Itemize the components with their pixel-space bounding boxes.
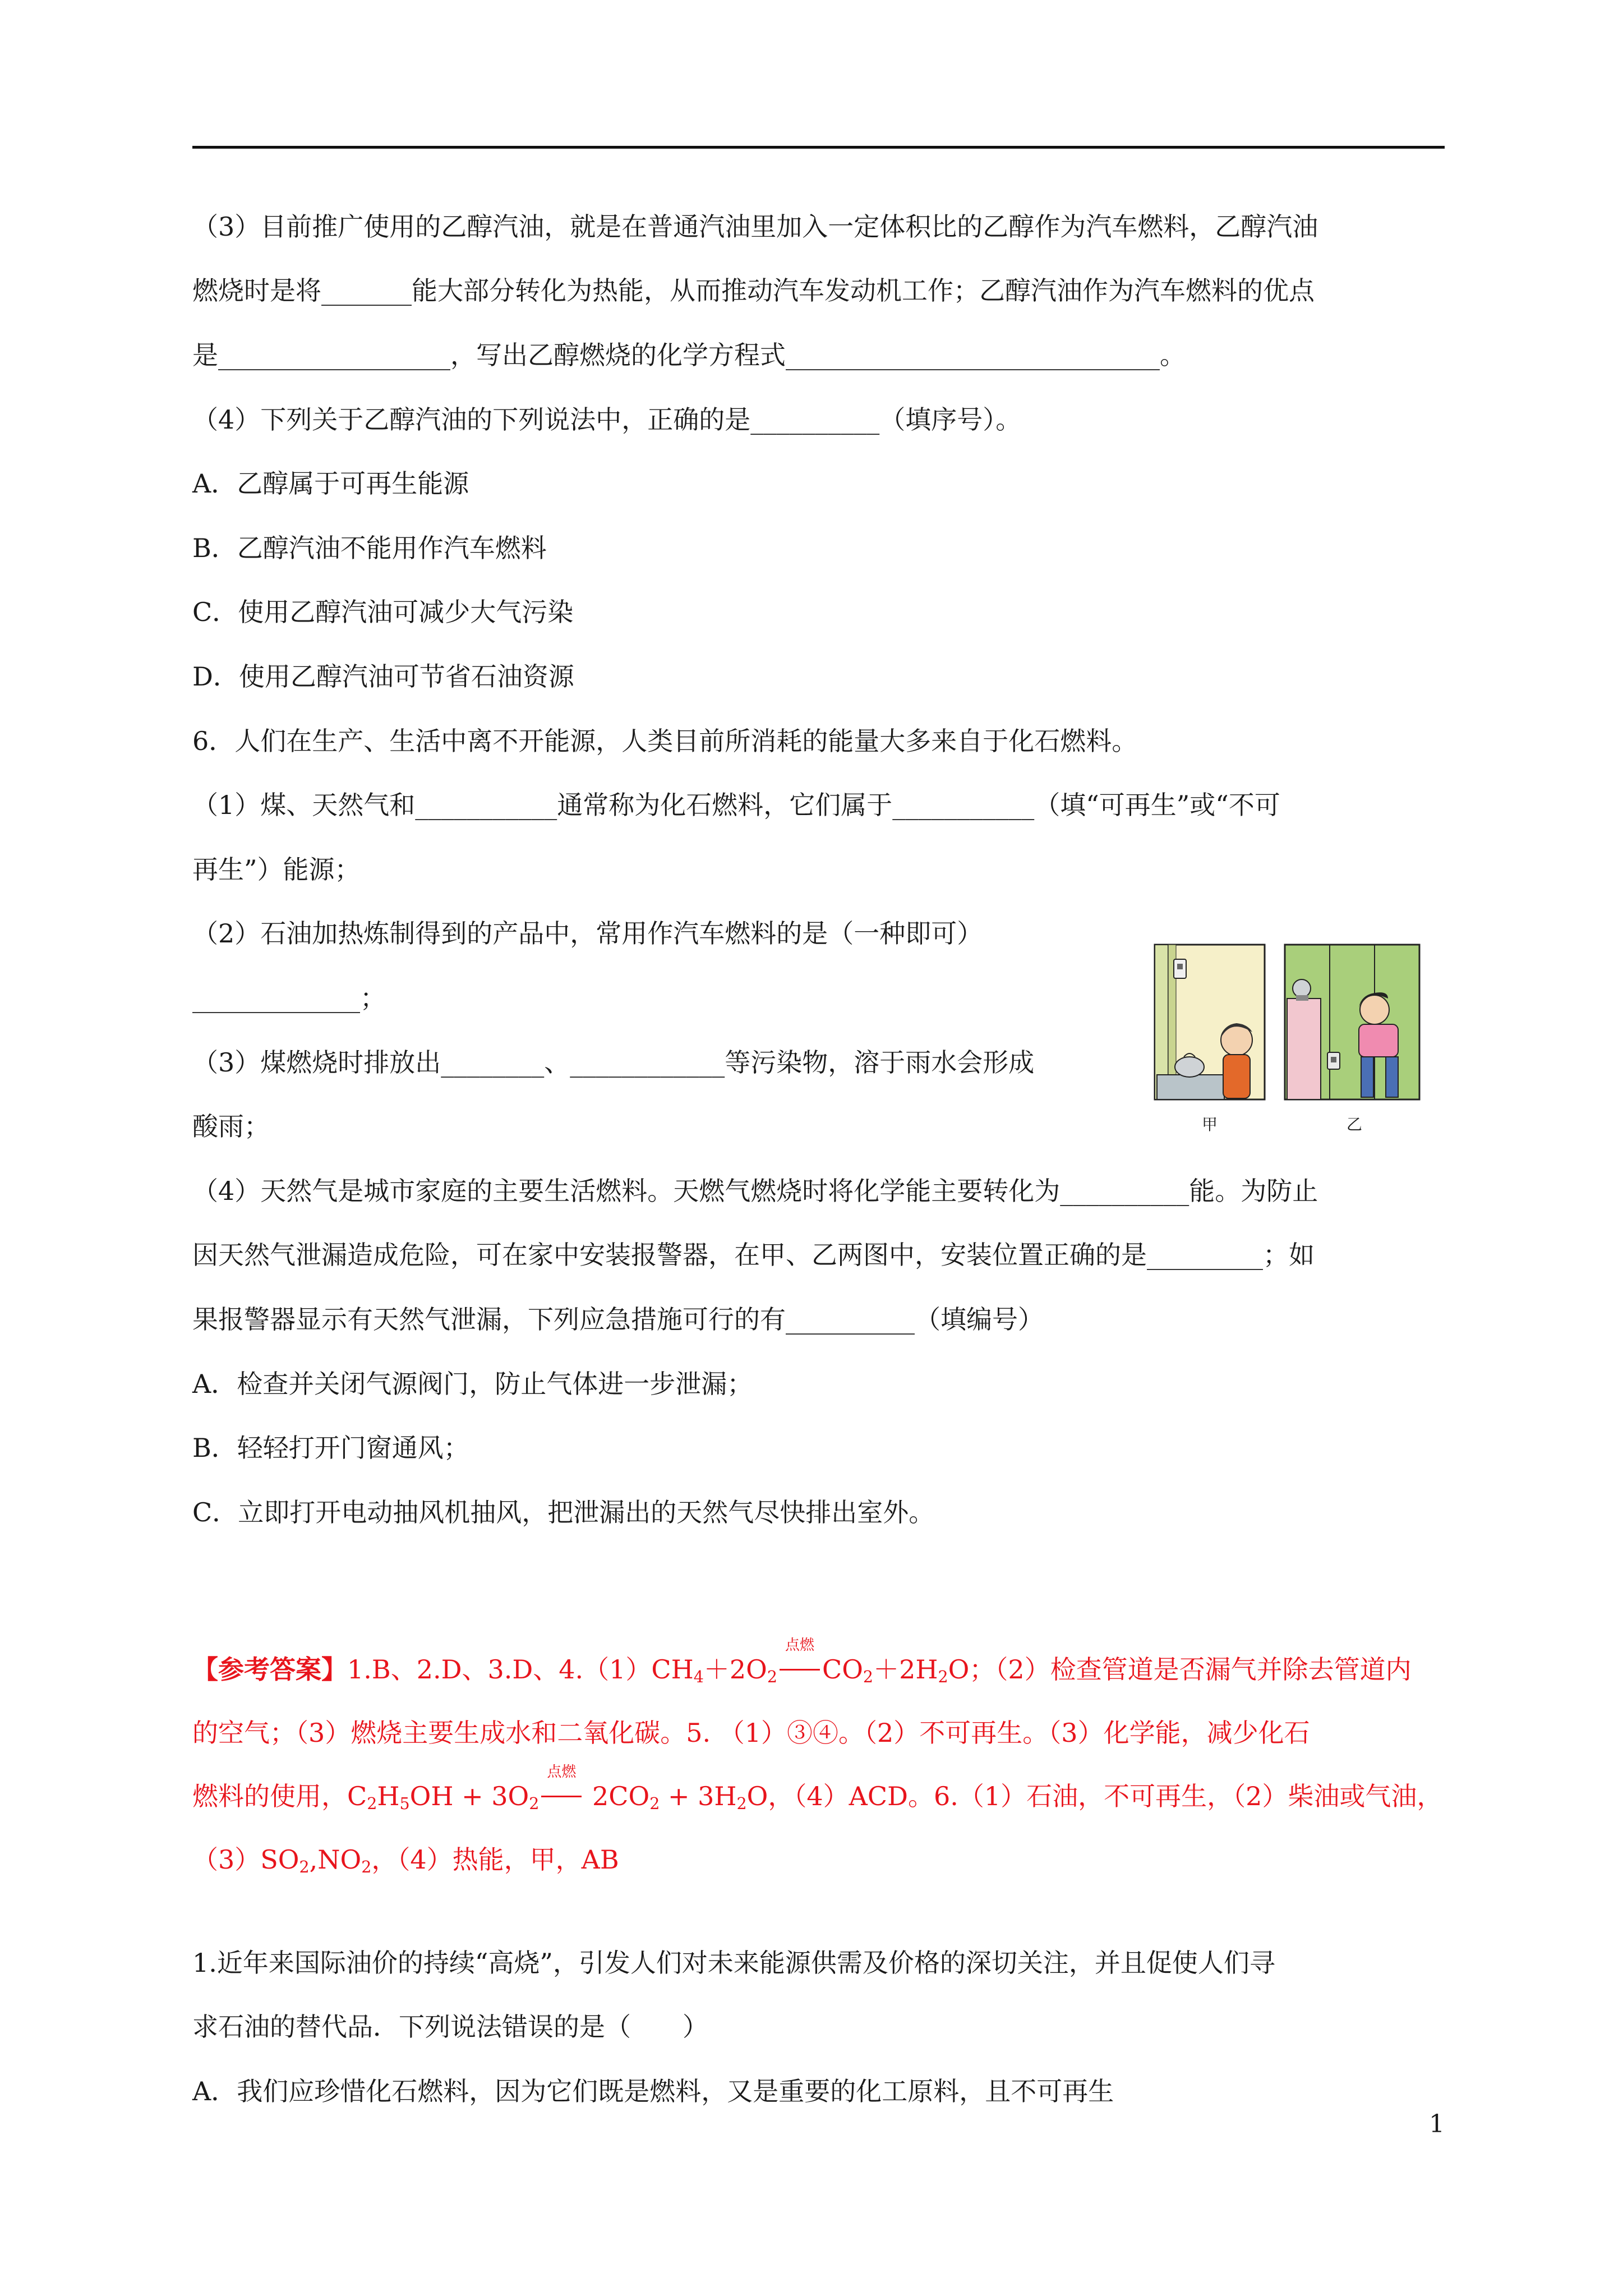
answer-line4 — [192, 1843, 619, 1876]
answer-text: H — [377, 1781, 400, 1811]
q6-part3-line1: （3）煤燃烧时排放出________、____________等污染物，溶于雨水会形成 — [192, 1047, 1035, 1078]
answer-title: 【参考答案】 — [192, 1654, 347, 1685]
q5-option-b: B．乙醇汽油不能用作汽车燃料 — [192, 533, 547, 563]
answer-sub: 2 — [529, 1795, 540, 1814]
answer-sub: 2 — [767, 1668, 777, 1687]
q6-part1-line2: 再生”）能源； — [192, 854, 361, 885]
answer-text: ＋2O — [703, 1654, 767, 1685]
q1-option-a: A．我们应珍惜化石燃料，因为它们既是燃料，又是重要的化工原料，且不可再生 — [192, 2076, 1114, 2106]
q1-line1: 1.近年来国际油价的持续“高烧”，引发人们对未来能源供需及价格的深切关注，并且促使人们寻 — [192, 1948, 1275, 1978]
q6-part3-line2: 酸雨； — [192, 1111, 270, 1142]
answer-text: OH + 3O — [409, 1781, 529, 1811]
answer-text: O；（2）检查管道是否漏气并除去管道内 — [948, 1654, 1412, 1685]
q6-part2-line1: （2）石油加热炼制得到的产品中，常用作汽车燃料的是（一种即可） — [192, 918, 983, 949]
q5-part3-line1: （3）目前推广使用的乙醇汽油，就是在普通汽油里加入一定体积比的乙醇作为汽车燃料，乙醇汽油 — [192, 211, 1318, 242]
answer-line3 — [192, 1764, 1443, 1814]
answer-text: ，（4）热能，甲，AB — [371, 1844, 619, 1875]
answer-sub: 2 — [938, 1668, 948, 1687]
answer-sub: 2 — [361, 1858, 372, 1877]
q6-option-b: B．轻轻打开门窗通风； — [192, 1433, 469, 1463]
q6-stem: 6．人们在生产、生活中离不开能源，人类目前所消耗的能量大多来自于化石燃料。 — [192, 726, 1138, 756]
answer-sub: 4 — [693, 1668, 704, 1687]
ignite-condition: 点燃 — [547, 1764, 577, 1780]
answer-line1 — [192, 1637, 1412, 1687]
answer-text-a1: 1.B、2.D、3.D、4.（1）CH — [347, 1654, 694, 1685]
answer-sub: 2 — [736, 1795, 747, 1814]
header-rule — [192, 146, 1445, 149]
q5-part3-line2: 燃烧时是将_______能大部分转化为热能，从而推动汽车发动机工作；乙醇汽油作为汽车燃料的优点 — [192, 275, 1315, 306]
reaction-condition — [780, 1637, 820, 1686]
q6-part4-line1: （4）天然气是城市家庭的主要生活燃料。天燃气燃烧时将化学能主要转化为__________能。为防止 — [192, 1176, 1318, 1206]
alarm-figure-svg — [1152, 942, 1423, 1144]
answer-text: 燃料的使用，C — [192, 1781, 367, 1811]
answer-line2: 的空气；（3）燃烧主要生成水和二氧化碳。5. （1）③④。（2）不可再生。（3）化学能，减少化石 — [192, 1718, 1310, 1748]
q1-line2: 求石油的替代品．下列说法错误的是（ ） — [192, 2012, 708, 2042]
figure-label-yi: 乙 — [1347, 1115, 1363, 1134]
answer-text: （3）SO — [192, 1844, 299, 1875]
kettle-icon — [1175, 1057, 1204, 1077]
q6-part4-line2: 因天然气泄漏造成危险，可在家中安装报警器，在甲、乙两图中，安装位置正确的是_________；如 — [192, 1240, 1315, 1270]
answer-sub: 2 — [367, 1795, 377, 1814]
answer-text: + 3H — [660, 1781, 737, 1811]
figure-label-jia: 甲 — [1202, 1115, 1218, 1134]
answer-text: CO — [822, 1654, 863, 1685]
reaction-condition — [541, 1764, 582, 1813]
answer-text: O，（4）ACD。6.（1）石油，不可再生，（2）柴油或气油， — [746, 1781, 1443, 1811]
answer-text: ＋2H — [873, 1654, 938, 1685]
q6-part2-line2: _____________； — [192, 983, 386, 1013]
answer-text: ,NO — [309, 1844, 362, 1875]
ignite-condition: 点燃 — [785, 1637, 814, 1654]
alarm-placement-figure — [1152, 942, 1423, 1144]
answer-sub: 2 — [299, 1858, 310, 1877]
answer-sub: 2 — [863, 1668, 874, 1687]
answer-sub: 2 — [649, 1795, 660, 1814]
q6-part1-line1: （1）煤、天然气和___________通常称为化石燃料，它们属于___________（填“可再生”或“不可 — [192, 790, 1280, 820]
q6-option-c: C．立即打开电动抽风机抽风，把泄漏出的天然气尽快排出室外。 — [192, 1497, 935, 1527]
q5-option-c: C．使用乙醇汽油可减少大气污染 — [192, 597, 574, 627]
answer-sub: 5 — [399, 1795, 410, 1814]
panel-yi — [1285, 945, 1419, 1099]
q5-option-a: A．乙醇属于可再生能源 — [192, 468, 469, 499]
q5-option-d: D．使用乙醇汽油可节省石油资源 — [192, 661, 574, 692]
page-number: 1 — [1429, 2110, 1445, 2138]
q6-part4-line3: 果报警器显示有天然气泄漏，下列应急措施可行的有__________（填编号） — [192, 1304, 1044, 1335]
q5-part3-line3: 是__________________，写出乙醇燃烧的化学方程式_____________________________。 — [192, 340, 1186, 370]
answer-text: 2CO — [584, 1781, 650, 1811]
q5-part4-stem: （4）下列关于乙醇汽油的下列说法中，正确的是__________（填序号）。 — [192, 404, 1022, 435]
q6-option-a: A．检查并关闭气源阀门，防止气体进一步泄漏； — [192, 1369, 753, 1399]
panel-jia — [1155, 945, 1265, 1099]
